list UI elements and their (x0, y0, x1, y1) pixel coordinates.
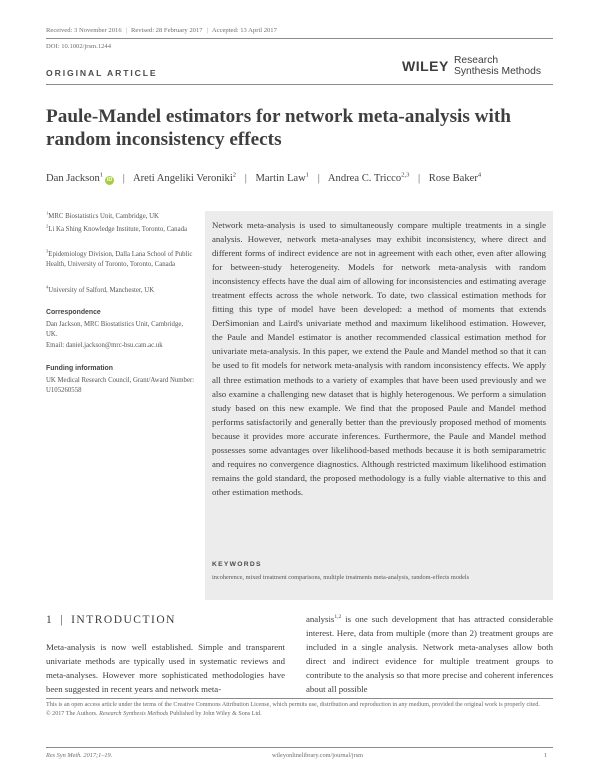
intro-text-word: analysis (306, 614, 335, 624)
article-title: Paule-Mandel estimators for network meta-analysis with random inconsistency effects (46, 106, 511, 150)
affiliation-text: Li Ka Shing Knowledge Institute, Toronto, Canada (48, 226, 188, 233)
section-tag: ORIGINAL ARTICLE (46, 68, 158, 78)
affiliation (46, 286, 196, 296)
affiliation (46, 225, 196, 235)
doi[interactable]: DOI: 10.1002/jrsm.1244 (46, 43, 112, 50)
article-dates: Received: 3 November 2016 | Revised: 28 February 2017 | Accepted: 13 April 2017 (46, 27, 277, 34)
intro-text-left: Meta-analysis is now well established. Simple and transparent univariate methods are typically used in systematic reviews and meta-analyses. However more sophisticated methodologies have been suggested in recent years and network meta- (46, 642, 285, 695)
license-note: This is an open access article under the terms of the Creative Commons Attribution License, which permits use, distribution and reproduction in any medium, provided the original work is properly cited. (46, 702, 540, 708)
author-name[interactable]: Rose Baker (428, 173, 478, 184)
accepted-date: Accepted: 13 April 2017 (211, 27, 277, 34)
keywords-heading: KEYWORDS (212, 561, 262, 568)
journal-logo[interactable] (454, 55, 541, 77)
publisher-logo[interactable]: WILEY (402, 58, 449, 74)
top-rule (46, 38, 553, 39)
author-list (46, 173, 481, 185)
affiliation-mark: 1 (46, 210, 49, 216)
page-number: 1 (544, 752, 548, 759)
citation-mark[interactable]: 1,2 (334, 614, 342, 621)
affiliation-mark: 3 (46, 248, 49, 254)
section-title: INTRODUCTION (71, 614, 176, 626)
correspondence-text (46, 320, 196, 351)
footer-rule (46, 747, 553, 748)
footnote (46, 701, 553, 720)
affiliation-text: Epidemiology Division, Dalla Lana School of Public Health, University of Toronto, Toronto, Canada (46, 251, 193, 269)
footer-citation: Res Syn Meth. 2017;1–19. (46, 752, 113, 759)
author-affiliation-mark: 2,3 (401, 171, 410, 179)
header-rule (46, 84, 553, 85)
copyright-journal: Research Synthesis Methods (99, 711, 169, 718)
author-affiliation-mark: 1 (305, 171, 310, 179)
intro-text-continued: is one such development that has attracted considerable interest. Here, data from multiple (more than 2) treatment groups are included in a single analysis. Network meta-analyses allow both direct and indirect evidence for multiple treatment groups to contribute to the analysis so that more precise and coherent inferences about all possible (306, 614, 553, 695)
author-affiliation-mark: 1 (99, 171, 104, 179)
funding-text: UK Medical Research Council, Grant/Award Number: U105260558 (46, 377, 195, 395)
author-separator: | (317, 173, 320, 184)
correspondence-address: Dan Jackson, MRC Biostatistics Unit, Cambridge, UK. (46, 321, 184, 339)
copyright-note (46, 710, 553, 719)
author-separator: | (122, 173, 125, 184)
section-heading-introduction (46, 614, 176, 626)
author-name[interactable]: Andrea C. Tricco (327, 173, 402, 184)
affiliation-text: University of Salford, Manchester, UK (48, 287, 155, 294)
received-date: Received: 3 November 2016 (46, 27, 122, 34)
abstract-text: Network meta-analysis is used to simultaneously compare multiple treatments in a single analysis. However, network meta-analyses may exhibit inconsistency, where direct and different forms of indirect evidence are not in agreement with each other, even after allowing for between-study heterogeneity. Models for network meta-analysis with random inconsistency effects have the dual aim of allowing for inconsistencies and estimating average treatment effects across the whole network. To date, two classical estimation methods for fitting this type of model have been developed: a method of moments that extends DerSimonian and Laird's univariate method and maximum likelihood estimation. However, the Paule and Mandel estimator is another recommended classical estimation method for univariate meta-analysis. In this paper, we extend the Paule and Mandel method so that it can be used to fit models for network meta-analysis with random inconsistency effects. We apply all three estimation methods to a variety of examples that have been used previously and we also examine a challenging new dataset that is highly heterogenous. We perform a simulation study based on this new example. We find that the proposed Paule and Mandel method performs satisfactorily and generally better than the previously proposed method of moments because it provides more accurate inferences. Furthermore, the Paule and Mandel method possesses some advantages over likelihood-based methods because it is both semiparametric and requires no convergence diagnostics. Although restricted maximum likelihood estimation remains the gold standard, the proposed methodology is a fully viable alternative to this and other estimation methods. (212, 220, 546, 497)
affiliation-text: MRC Biostatistics Unit, Cambridge, UK (48, 213, 159, 220)
affiliation (46, 250, 196, 271)
author-name[interactable]: Martin Law (255, 173, 306, 184)
footer-url[interactable]: wileyonlinelibrary.com/journal/jrsm (272, 752, 364, 759)
affiliation-mark: 4 (46, 284, 49, 290)
affiliation-mark: 2 (46, 223, 49, 229)
funding-heading: Funding information (46, 365, 113, 372)
journal-logo-line2: Synthesis Methods (454, 66, 541, 77)
author-affiliation-mark: 2 (232, 171, 237, 179)
section-number: 1 (46, 614, 54, 626)
author-affiliation-mark: 4 (477, 171, 482, 179)
copyright-prefix: © 2017 The Authors. (46, 711, 100, 718)
section-separator: | (60, 614, 65, 626)
copyright-suffix: Published by John Wiley & Sons Ltd. (168, 711, 262, 718)
correspondence-email[interactable]: Email: daniel.jackson@mrc-bsu.cam.ac.uk (46, 341, 163, 349)
correspondence-heading: Correspondence (46, 309, 101, 316)
author-separator: | (417, 173, 421, 184)
journal-logo-line1: Research (454, 55, 499, 66)
revised-date: Revised: 28 February 2017 (130, 27, 203, 34)
keywords-text: incoherence, mixed treatment comparisons, multiple treatments meta-analysis, random-effects models (212, 574, 470, 581)
intro-text-right (306, 612, 553, 696)
footnote-rule (46, 698, 553, 699)
author-separator: | (244, 173, 247, 184)
author-name[interactable]: Areti Angeliki Veroniki (132, 173, 233, 184)
author-name[interactable]: Dan Jackson (46, 173, 100, 184)
affiliation (46, 212, 196, 222)
orcid-icon[interactable]: iD (106, 177, 113, 183)
